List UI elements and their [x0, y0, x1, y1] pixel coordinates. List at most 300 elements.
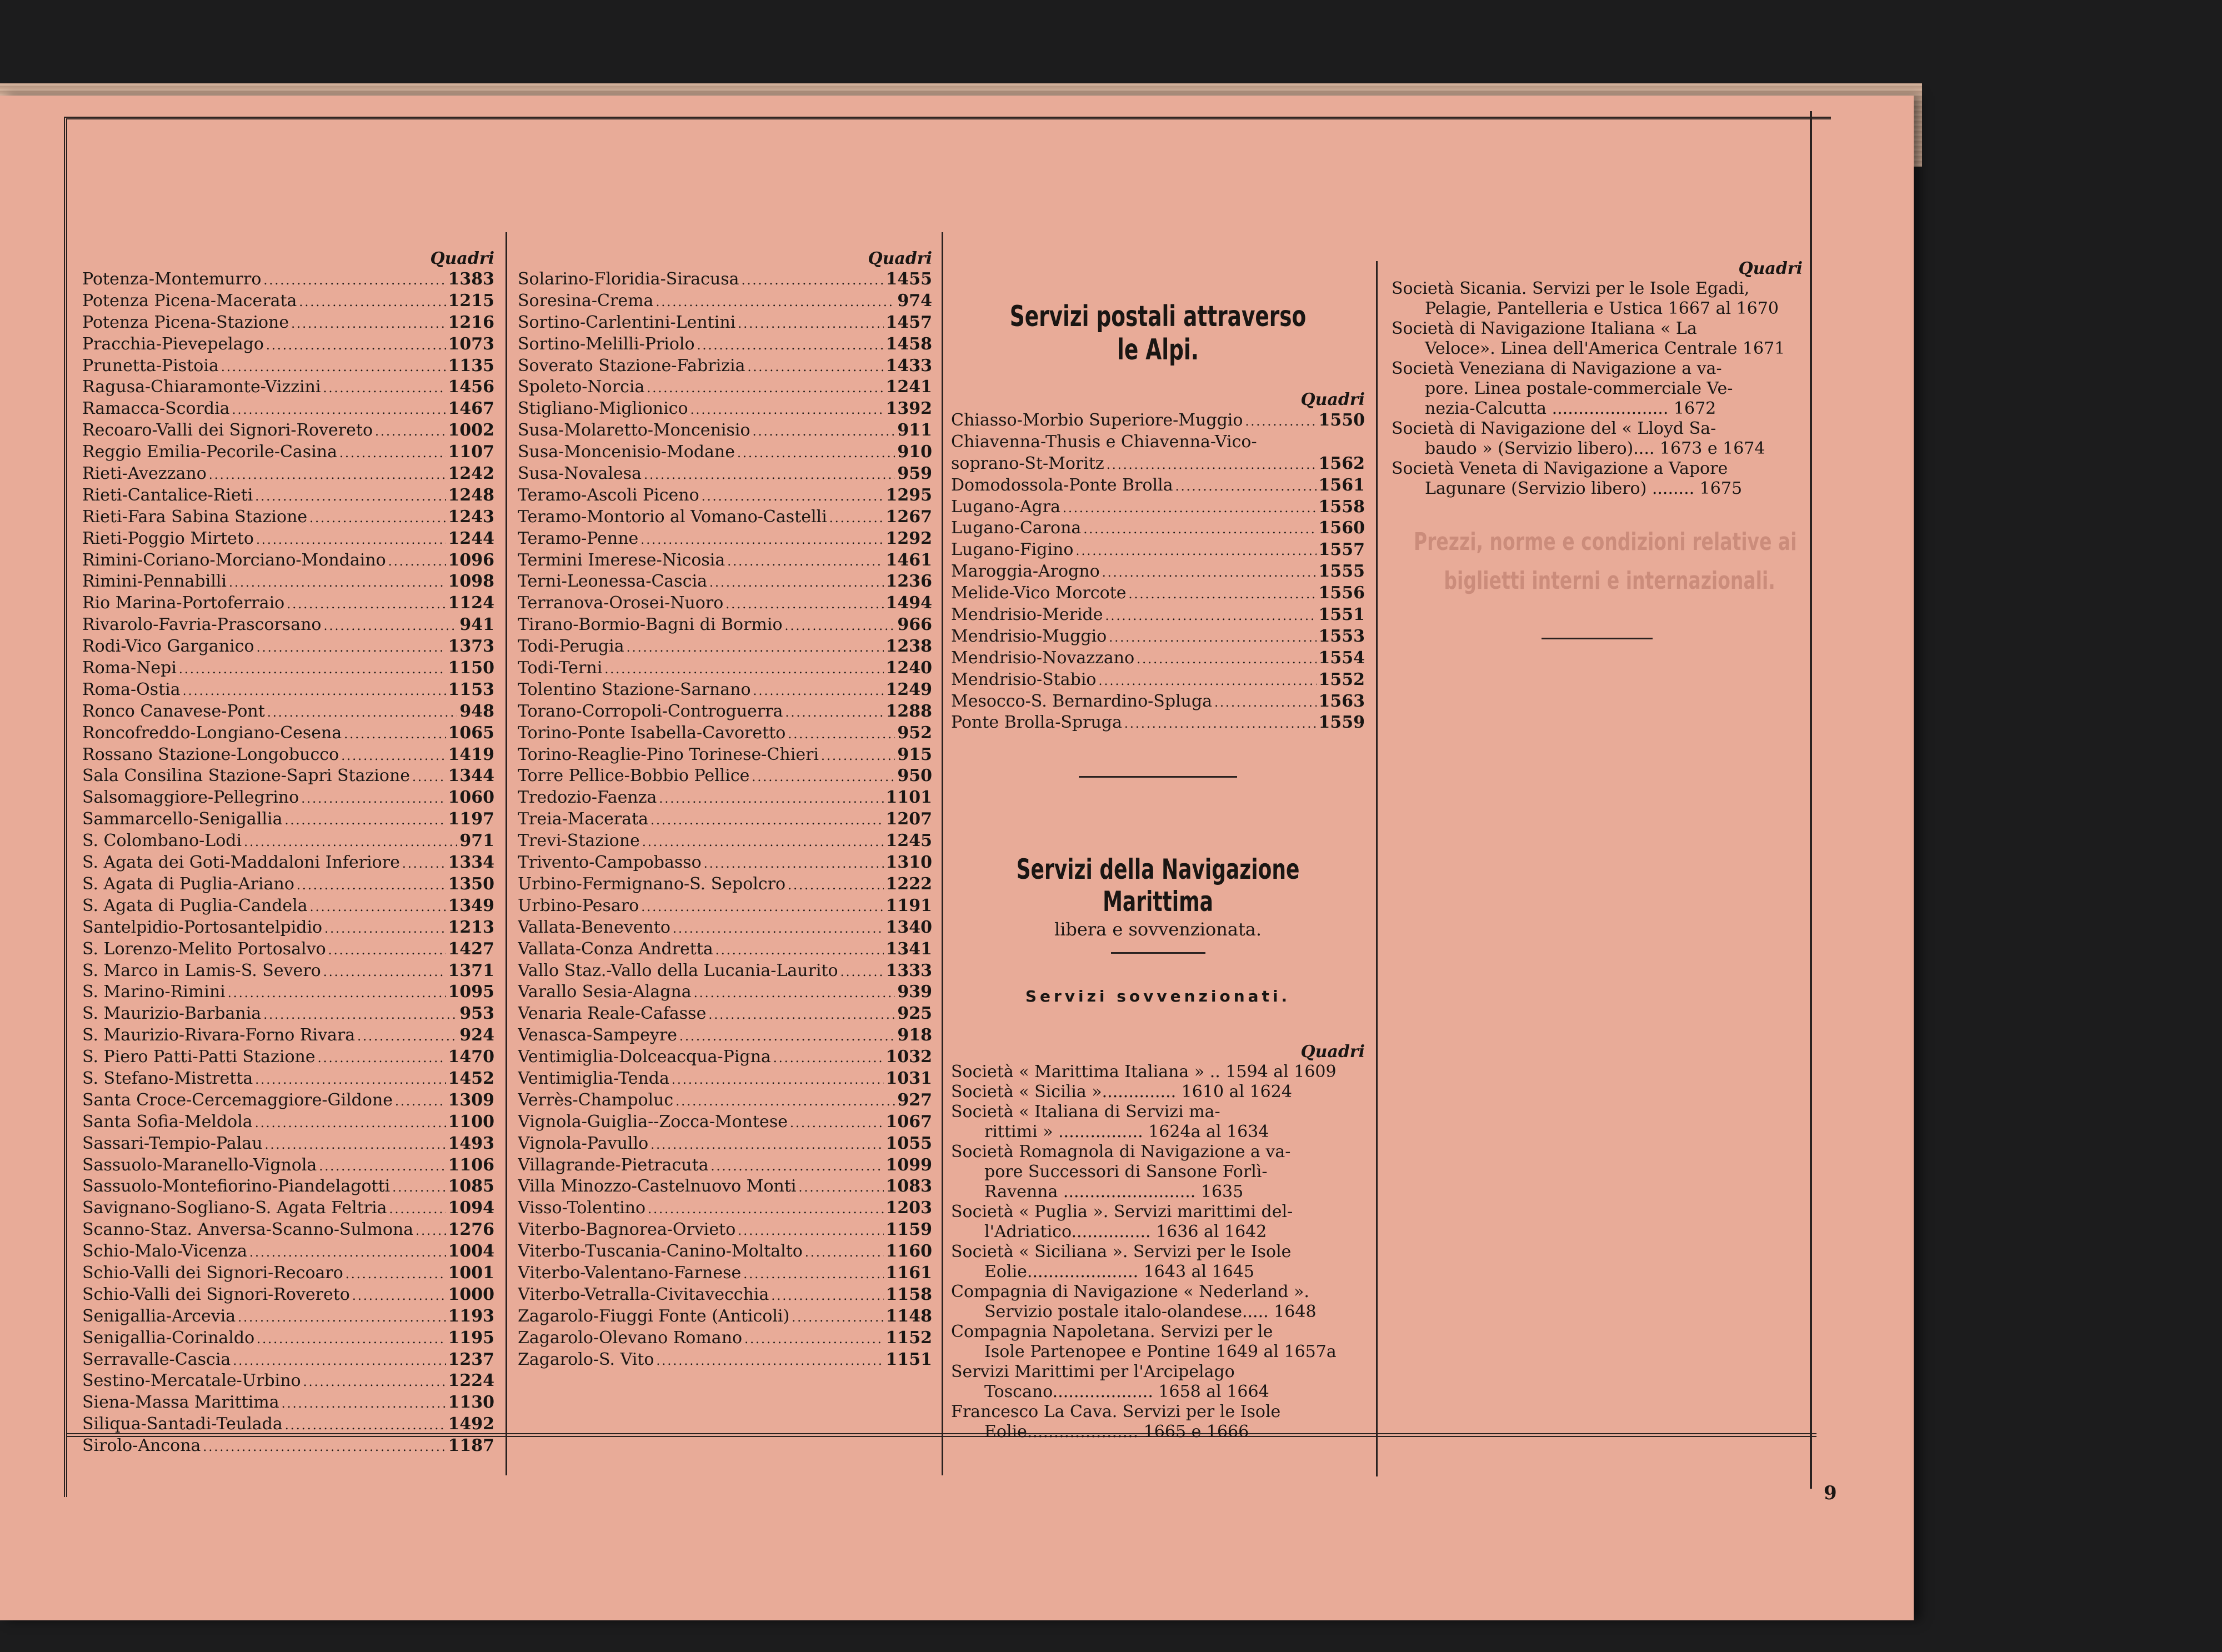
- table-number: 1159: [885, 1220, 932, 1240]
- route-entry: [518, 485, 932, 507]
- route-entry: [518, 1047, 932, 1068]
- table-number: 915: [897, 744, 932, 764]
- route-name: Lugano-Figino: [951, 540, 1074, 560]
- table-number: 953: [459, 1004, 494, 1024]
- leader-dots: [711, 1155, 884, 1177]
- route-name: Rimini-Pennabilli: [82, 572, 227, 592]
- route-entry: [82, 550, 494, 572]
- route-name: Viterbo-Vetralla-Civitavecchia: [518, 1284, 769, 1304]
- route-name: Vallata-Conza Andretta: [518, 939, 713, 959]
- route-name: Rieti-Avezzano: [82, 464, 207, 484]
- route-name: Mendrisio-Stabio: [951, 669, 1097, 689]
- table-number: 1554: [1318, 648, 1365, 668]
- text-line: pore Successori di Sansone Forlì-: [984, 1162, 1268, 1182]
- column-rule-3: [1376, 261, 1378, 1476]
- table-number: 1191: [885, 895, 932, 915]
- route-entry: [518, 658, 932, 679]
- route-entry: [518, 1219, 932, 1241]
- table-number: 1350: [448, 874, 494, 894]
- route-name: Viterbo-Tuscania-Canino-Moltalto: [518, 1241, 803, 1261]
- leader-dots: [1098, 669, 1316, 691]
- table-number: 1373: [448, 637, 494, 657]
- leader-dots: [709, 571, 884, 593]
- divider: [1079, 776, 1237, 778]
- table-number: 1461: [885, 550, 932, 570]
- table-number: 1344: [448, 766, 494, 786]
- route-entry: [518, 1198, 932, 1219]
- table-number: 1000: [448, 1284, 494, 1304]
- route-entry: [518, 507, 932, 528]
- table-number: 1333: [885, 960, 932, 980]
- route-entry: [518, 614, 932, 636]
- leader-dots: [790, 1112, 884, 1133]
- leader-dots: [323, 614, 457, 636]
- table-number: 1276: [448, 1220, 494, 1240]
- leader-dots: [233, 1349, 446, 1371]
- leader-dots: [792, 1306, 883, 1328]
- leader-dots: [821, 744, 895, 766]
- route-entry: [951, 518, 1365, 539]
- table-number: 927: [897, 1090, 932, 1110]
- route-entry: [82, 398, 494, 420]
- route-entry: [518, 874, 932, 895]
- table-number: 1427: [448, 939, 494, 959]
- route-entry: [82, 1112, 494, 1133]
- table-number: 1106: [448, 1155, 494, 1175]
- route-name: Domodossola-Ponte Brolla: [951, 475, 1173, 495]
- table-number: 1094: [448, 1198, 494, 1218]
- route-entry: [518, 377, 932, 398]
- route-name: Ventimiglia-Dolceacqua-Pigna: [518, 1047, 771, 1067]
- route-name: Villagrande-Pietracuta: [518, 1155, 709, 1175]
- leader-dots: [255, 1112, 446, 1133]
- leader-dots: [346, 1263, 446, 1284]
- route-entry: [82, 636, 494, 658]
- leader-dots: [297, 874, 446, 895]
- leader-dots: [1124, 712, 1317, 734]
- route-name: Zagarolo-Fiuggi Fonte (Anticoli): [518, 1306, 790, 1326]
- leader-dots: [263, 1003, 457, 1025]
- table-number: 911: [897, 420, 932, 440]
- route-entry: [518, 1090, 932, 1112]
- route-entry: [82, 614, 494, 636]
- table-number: 1419: [448, 744, 494, 764]
- leader-dots: [704, 852, 884, 874]
- leader-dots: [1102, 561, 1317, 583]
- route-name: Recoaro-Valli dei Signori-Rovereto: [82, 420, 373, 440]
- route-entry: [951, 539, 1365, 561]
- route-name: Sestino-Mercatale-Urbino: [82, 1371, 301, 1391]
- route-name: Zagarolo-Olevano Romano: [518, 1328, 743, 1348]
- table-number: 941: [459, 615, 494, 635]
- table-number: 1562: [1318, 453, 1365, 473]
- table-number: 1310: [885, 853, 932, 873]
- table-number: 1292: [885, 528, 932, 548]
- table-number: 1458: [885, 334, 932, 354]
- leader-dots: [284, 809, 446, 830]
- route-entry: [518, 679, 932, 701]
- leader-dots: [323, 377, 446, 398]
- table-number: 1493: [448, 1133, 494, 1153]
- route-entry: [951, 410, 1365, 432]
- leader-dots: [1245, 410, 1316, 432]
- table-number: 1433: [885, 356, 932, 376]
- leader-dots: [1107, 453, 1317, 475]
- route-name: Zagarolo-S. Vito: [518, 1349, 654, 1369]
- route-name: Terranova-Orosei-Nuoro: [518, 593, 724, 613]
- route-name: S. Agata di Puglia-Ariano: [82, 874, 294, 894]
- leader-dots: [650, 1133, 883, 1155]
- leader-dots: [737, 442, 895, 463]
- route-name: Teramo-Penne: [518, 528, 639, 548]
- table-number: 1237: [448, 1349, 494, 1369]
- table-number: 1207: [885, 809, 932, 829]
- route-entry: [82, 939, 494, 960]
- leader-dots: [1105, 604, 1317, 626]
- leader-dots: [785, 614, 895, 636]
- route-name: Todi-Terni: [518, 658, 603, 678]
- route-name: Rieti-Poggio Mirteto: [82, 528, 254, 548]
- route-entry: [518, 701, 932, 723]
- route-entry: [82, 679, 494, 701]
- route-entry: [951, 604, 1365, 626]
- route-entry: [82, 1176, 494, 1198]
- route-entry: [82, 334, 494, 356]
- leader-dots: [647, 377, 883, 398]
- route-name: Rossano Stazione-Longobucco: [82, 744, 339, 764]
- route-entry: [518, 442, 932, 463]
- table-number: 1158: [885, 1284, 932, 1304]
- table-number: 1561: [1318, 475, 1365, 495]
- route-name: Treia-Macerata: [518, 809, 649, 829]
- leader-dots: [655, 291, 895, 312]
- company-list: [1392, 279, 1803, 499]
- leader-dots: [673, 917, 884, 939]
- sovvenzionati-heading: Servizi sovvenzionati.: [1025, 987, 1291, 1006]
- route-entry: [951, 497, 1365, 518]
- route-entry: [951, 669, 1365, 691]
- route-entry: [82, 571, 494, 593]
- route-entry: [518, 636, 932, 658]
- leader-dots: [388, 550, 446, 572]
- table-number: 1243: [448, 507, 494, 527]
- table-number: 1563: [1318, 691, 1365, 711]
- leader-dots: [697, 334, 884, 356]
- route-name: Susa-Moncenisio-Modane: [518, 442, 735, 462]
- route-entry: [518, 356, 932, 377]
- text-line: Francesco La Cava. Servizi per le Isole: [951, 1402, 1281, 1422]
- table-number: 1150: [448, 658, 494, 678]
- route-entry: [82, 1370, 494, 1392]
- route-name: Santa Sofia-Meldola: [82, 1112, 253, 1132]
- text-line: Società di Navigazione Italiana « La: [1392, 319, 1697, 338]
- leader-dots: [309, 507, 446, 528]
- column-rule-1: [506, 232, 507, 1475]
- leader-dots: [412, 765, 446, 787]
- route-name: Vignola-Pavullo: [518, 1133, 649, 1153]
- leader-dots: [402, 852, 446, 874]
- route-name: Tredozio-Faenza: [518, 788, 657, 808]
- route-entry: [82, 1414, 494, 1435]
- leader-dots: [785, 701, 883, 723]
- table-number: 1240: [885, 658, 932, 678]
- route-name: S. Marco in Lamis-S. Severo: [82, 960, 321, 980]
- table-number: 1244: [448, 528, 494, 548]
- table-number: 948: [459, 701, 494, 721]
- leader-dots: [702, 485, 884, 507]
- leader-dots: [310, 895, 446, 917]
- route-name: Schio-Malo-Vicenza: [82, 1241, 247, 1261]
- text-line: nezia-Calcutta ...................... 1672: [1425, 399, 1716, 418]
- quadri-header: Quadri: [868, 249, 932, 268]
- route-name: Ventimiglia-Tenda: [518, 1068, 669, 1088]
- leader-dots: [753, 679, 884, 701]
- route-name: Vignola-Guiglia--Zocca-Montese: [518, 1112, 788, 1132]
- route-name: Urbino-Fermignano-S. Sepolcro: [518, 874, 786, 894]
- leader-dots: [228, 982, 446, 1003]
- route-entry: [82, 442, 494, 463]
- leader-dots: [221, 356, 446, 377]
- route-name: Rodi-Vico Garganico: [82, 637, 254, 657]
- table-number: 1383: [448, 269, 494, 289]
- table-number: 1556: [1318, 583, 1365, 603]
- leader-dots: [604, 658, 883, 679]
- leader-dots: [675, 1090, 895, 1112]
- leader-dots: [301, 787, 446, 809]
- route-name: Prunetta-Pistoia: [82, 356, 219, 376]
- route-entry: [518, 852, 932, 874]
- leader-dots: [263, 269, 446, 291]
- leader-dots: [650, 809, 883, 830]
- route-entry: [82, 1003, 494, 1025]
- route-entry: [518, 939, 932, 960]
- route-entry: [518, 420, 932, 442]
- table-number: 1096: [448, 550, 494, 570]
- route-entry: [82, 485, 494, 507]
- table-number: 1095: [448, 982, 494, 1002]
- route-entry: [82, 269, 494, 291]
- route-name: Mendrisio-Meride: [951, 605, 1103, 625]
- route-entry: [518, 765, 932, 787]
- route-name: S. Piero Patti-Patti Stazione: [82, 1047, 316, 1067]
- route-entry: [82, 1047, 494, 1068]
- route-entry: [82, 1435, 494, 1457]
- route-name: Sassuolo-Montefiorino-Piandelagotti: [82, 1177, 391, 1197]
- frame-right-rule: [1810, 111, 1812, 1489]
- leader-dots: [183, 679, 446, 701]
- route-entry: [951, 648, 1365, 669]
- leader-dots: [788, 723, 895, 744]
- route-name: Susa-Molaretto-Moncenisio: [518, 420, 750, 440]
- column-rule-2: [942, 232, 943, 1475]
- table-number: 1241: [885, 377, 932, 397]
- route-entry: [518, 334, 932, 356]
- text-line: Società « Marittima Italiana » .. 1594 al 1609: [951, 1062, 1337, 1082]
- route-name: Rivarolo-Favria-Prascorsano: [82, 615, 322, 635]
- leader-dots: [285, 1414, 446, 1435]
- leader-dots: [323, 960, 446, 982]
- route-name: Mendrisio-Novazzano: [951, 648, 1135, 668]
- table-number: 1151: [885, 1349, 932, 1369]
- leader-dots: [299, 291, 446, 312]
- route-name: Terni-Leonessa-Cascia: [518, 572, 707, 592]
- route-entry: [518, 1003, 932, 1025]
- text-line: Servizio postale italo-olandese..... 1648: [984, 1302, 1317, 1322]
- leader-dots: [357, 1025, 457, 1047]
- table-number: 918: [897, 1025, 932, 1045]
- route-name: Teramo-Ascoli Piceno: [518, 485, 699, 505]
- leader-dots: [282, 1392, 446, 1414]
- route-name: Sassuolo-Maranello-Vignola: [82, 1155, 317, 1175]
- route-entry: [82, 830, 494, 852]
- route-name: Roncofreddo-Longiano-Cesena: [82, 723, 342, 743]
- route-name: Vallata-Benevento: [518, 917, 670, 937]
- route-entry: [518, 830, 932, 852]
- table-number: 1107: [448, 442, 494, 462]
- table-number: 971: [459, 831, 494, 851]
- route-entry: [518, 571, 932, 593]
- divider: [1542, 638, 1653, 639]
- route-entry: [82, 1025, 494, 1047]
- table-number: 1152: [885, 1328, 932, 1348]
- leader-dots: [1075, 539, 1316, 561]
- column-3: [951, 300, 1365, 1442]
- route-name: Sirolo-Ancona: [82, 1436, 201, 1456]
- table-number: 1083: [885, 1177, 932, 1197]
- table-number: 1494: [885, 593, 932, 613]
- route-name: Viterbo-Valentano-Farnese: [518, 1263, 742, 1283]
- route-name: Schio-Valli dei Signori-Rovereto: [82, 1284, 350, 1304]
- route-name: Ronco Canavese-Pont: [82, 701, 265, 721]
- leader-dots: [1109, 626, 1316, 648]
- leader-dots: [328, 939, 446, 960]
- route-entry: [82, 852, 494, 874]
- route-entry: [518, 269, 932, 291]
- route-entry: [82, 291, 494, 312]
- route-entry: [82, 787, 494, 809]
- route-name: Scanno-Staz. Anversa-Scanno-Sulmona: [82, 1220, 414, 1240]
- route-entry: [518, 744, 932, 766]
- table-number: 1160: [885, 1241, 932, 1261]
- leader-dots: [324, 917, 446, 939]
- route-entry: [82, 1328, 494, 1349]
- route-name: Varallo Sesia-Alagna: [518, 982, 692, 1002]
- route-name: Roma-Ostia: [82, 679, 181, 699]
- table-number: 1249: [885, 679, 932, 699]
- leader-dots: [738, 312, 883, 334]
- route-entry: [518, 1133, 932, 1155]
- leader-dots: [341, 744, 446, 766]
- route-name: Serravalle-Cascia: [82, 1349, 231, 1369]
- route-name: Rieti-Cantalice-Rieti: [82, 485, 253, 505]
- route-entry: [82, 982, 494, 1003]
- table-number: 1101: [885, 788, 932, 808]
- leader-dots: [265, 1133, 446, 1155]
- table-number: 1187: [448, 1436, 494, 1456]
- route-name: Savignano-Sogliano-S. Agata Feltria: [82, 1198, 387, 1218]
- leader-dots: [694, 982, 895, 1003]
- leader-dots: [255, 485, 446, 507]
- table-number: 1215: [448, 291, 494, 311]
- route-name: S. Stefano-Mistretta: [82, 1068, 253, 1088]
- leader-dots: [648, 1198, 883, 1219]
- leader-dots: [389, 1198, 446, 1219]
- table-number: 1560: [1318, 518, 1365, 538]
- route-entry: [82, 312, 494, 334]
- leader-dots: [738, 1219, 883, 1241]
- route-entry: [518, 398, 932, 420]
- text-line: Eolie..................... 1665 e 1666: [984, 1422, 1249, 1442]
- leader-dots: [672, 1068, 884, 1090]
- route-name: Mesocco-S. Bernardino-Spluga: [951, 691, 1213, 711]
- route-list-1: [82, 269, 494, 1457]
- route-name: Lugano-Agra: [951, 497, 1060, 517]
- column-4: [1392, 259, 1803, 639]
- table-number: 1492: [448, 1414, 494, 1434]
- route-name: Rio Marina-Portoferraio: [82, 593, 285, 613]
- route-entry: [518, 291, 932, 312]
- route-entry: [82, 1068, 494, 1090]
- route-name: Sassari-Tempio-Palau: [82, 1133, 263, 1153]
- table-number: 1203: [885, 1198, 932, 1218]
- leader-dots: [249, 1241, 446, 1263]
- leader-dots: [1214, 691, 1316, 713]
- leader-dots: [1175, 475, 1317, 497]
- leader-dots: [344, 723, 446, 744]
- route-entry: [82, 723, 494, 744]
- table-number: 1456: [448, 377, 494, 397]
- leader-dots: [641, 895, 883, 917]
- route-name: Lugano-Carona: [951, 518, 1082, 538]
- route-entry: [82, 420, 494, 442]
- text-line: baudo » (Servizio libero).... 1673 e 1674: [1425, 439, 1765, 458]
- route-entry: [951, 712, 1365, 734]
- route-entry: [82, 809, 494, 830]
- route-entry: [518, 787, 932, 809]
- route-name: Rieti-Fara Sabina Stazione: [82, 507, 308, 527]
- leader-dots: [209, 463, 446, 485]
- sovvenzionati-list: [951, 1062, 1365, 1442]
- route-name: Torano-Corropoli-Controguerra: [518, 701, 783, 721]
- table-number: 974: [897, 291, 932, 311]
- quadri-header: Quadri: [1738, 259, 1803, 278]
- table-number: 1148: [885, 1306, 932, 1326]
- leader-dots: [747, 356, 883, 377]
- route-entry: [82, 1349, 494, 1371]
- route-name: Trevi-Stazione: [518, 831, 640, 851]
- table-number: 910: [897, 442, 932, 462]
- route-name: Chiavenna-Thusis e Chiavenna-Vico-: [951, 432, 1257, 452]
- route-entry: [951, 561, 1365, 583]
- leader-dots: [725, 593, 883, 614]
- route-name: Sortino-Carlentini-Lentini: [518, 312, 736, 332]
- table-number: 1551: [1318, 605, 1365, 625]
- leader-dots: [659, 787, 883, 809]
- route-name: S. Agata di Puglia-Candela: [82, 895, 308, 915]
- table-number: 924: [459, 1025, 494, 1045]
- route-name: Todi-Perugia: [518, 637, 624, 657]
- alpi-route-list: [951, 410, 1365, 734]
- leader-dots: [1129, 583, 1317, 604]
- table-number: 1553: [1318, 626, 1365, 646]
- table-number: 1452: [448, 1068, 494, 1088]
- route-name: Susa-Novalesa: [518, 464, 642, 484]
- leader-dots: [244, 830, 457, 852]
- route-name: Rimini-Coriano-Morciano-Mondaino: [82, 550, 386, 570]
- table-number: 1153: [448, 679, 494, 699]
- leader-dots: [1083, 518, 1316, 539]
- route-name: Torino-Reaglie-Pino Torinese-Chieri: [518, 744, 819, 764]
